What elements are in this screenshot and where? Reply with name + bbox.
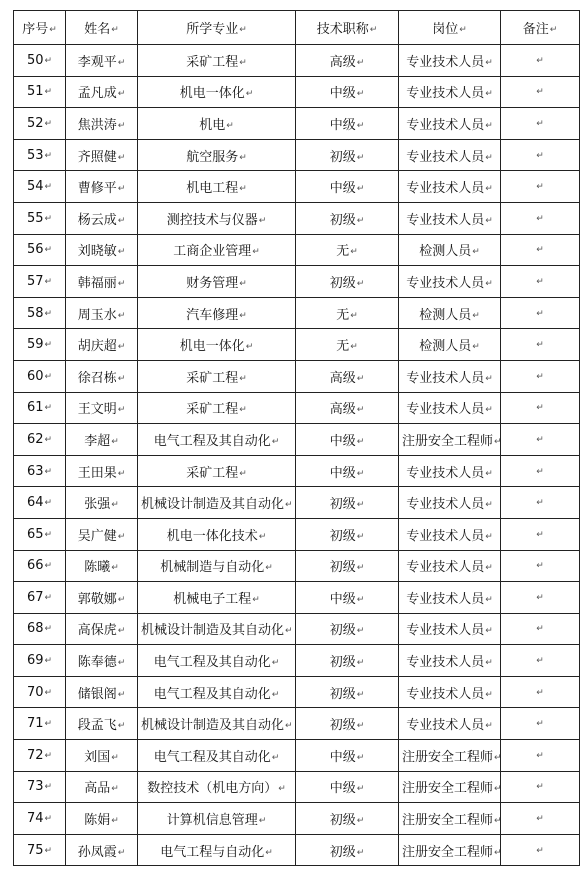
cell-name: 高品↵ — [66, 771, 138, 803]
cell-remark: ↵ — [501, 455, 580, 487]
cell-title: 中级↵ — [296, 424, 399, 456]
table-row — [14, 455, 580, 487]
table-row — [14, 171, 580, 203]
cell-remark: ↵ — [501, 550, 580, 582]
cell-position: 检测人员↵ — [399, 297, 501, 329]
cell-index: 67↵ — [14, 582, 66, 614]
cell-index: 74↵ — [14, 803, 66, 835]
cell-index: 60↵ — [14, 360, 66, 392]
cell-name: 胡庆超↵ — [66, 329, 138, 361]
cell-position: 专业技术人员↵ — [399, 266, 501, 298]
header-name: 姓名↵ — [66, 11, 138, 45]
table-row — [14, 803, 580, 835]
cell-name: 周玉水↵ — [66, 297, 138, 329]
table-row — [14, 234, 580, 266]
header-row — [14, 11, 580, 45]
table-row — [14, 645, 580, 677]
cell-name: 储银阁↵ — [66, 676, 138, 708]
cell-position: 专业技术人员↵ — [399, 613, 501, 645]
cell-name: 王田果↵ — [66, 455, 138, 487]
cell-title: 初级↵ — [296, 139, 399, 171]
cell-name: 陈曦↵ — [66, 550, 138, 582]
header-position: 岗位↵ — [399, 11, 501, 45]
cell-title: 初级↵ — [296, 202, 399, 234]
table-row — [14, 392, 580, 424]
cell-major: 数控技术（机电方向）↵ — [138, 771, 296, 803]
cell-name: 杨云成↵ — [66, 202, 138, 234]
cell-title: 无↵ — [296, 297, 399, 329]
table-row — [14, 550, 580, 582]
cell-major: 财务管理↵ — [138, 266, 296, 298]
cell-major: 机械设计制造及其自动化↵ — [138, 708, 296, 740]
cell-index: 62↵ — [14, 424, 66, 456]
cell-name: 高保虎↵ — [66, 613, 138, 645]
cell-position: 检测人员↵ — [399, 234, 501, 266]
cell-major: 机电一体化技术↵ — [138, 518, 296, 550]
table-row — [14, 424, 580, 456]
cell-remark: ↵ — [501, 708, 580, 740]
cell-major: 电气工程及其自动化↵ — [138, 645, 296, 677]
cell-title: 无↵ — [296, 329, 399, 361]
cell-position: 专业技术人员↵ — [399, 360, 501, 392]
cell-title: 初级↵ — [296, 487, 399, 519]
cell-title: 初级↵ — [296, 708, 399, 740]
cell-major: 电气工程及其自动化↵ — [138, 740, 296, 772]
cell-major: 汽车修理↵ — [138, 297, 296, 329]
cell-index: 72↵ — [14, 740, 66, 772]
cell-title: 初级↵ — [296, 266, 399, 298]
table-row — [14, 360, 580, 392]
table-row — [14, 582, 580, 614]
cell-title: 初级↵ — [296, 803, 399, 835]
cell-index: 64↵ — [14, 487, 66, 519]
cell-position: 注册安全工程师↵ — [399, 771, 501, 803]
table-row — [14, 329, 580, 361]
cell-index: 61↵ — [14, 392, 66, 424]
cell-title: 初级↵ — [296, 613, 399, 645]
cell-index: 75↵ — [14, 834, 66, 866]
cell-title: 中级↵ — [296, 740, 399, 772]
cell-remark: ↵ — [501, 202, 580, 234]
cell-position: 注册安全工程师↵ — [399, 424, 501, 456]
cell-index: 52↵ — [14, 108, 66, 140]
table-row — [14, 740, 580, 772]
cell-remark: ↵ — [501, 740, 580, 772]
cell-position: 专业技术人员↵ — [399, 645, 501, 677]
cell-major: 工商企业管理↵ — [138, 234, 296, 266]
cell-name: 张强↵ — [66, 487, 138, 519]
cell-position: 检测人员↵ — [399, 329, 501, 361]
cell-major: 电气工程与自动化↵ — [138, 834, 296, 866]
cell-position: 专业技术人员↵ — [399, 550, 501, 582]
table-row — [14, 108, 580, 140]
cell-remark: ↵ — [501, 360, 580, 392]
cell-remark: ↵ — [501, 582, 580, 614]
cell-name: 李超↵ — [66, 424, 138, 456]
cell-major: 采矿工程↵ — [138, 392, 296, 424]
cell-name: 刘晓敏↵ — [66, 234, 138, 266]
cell-remark: ↵ — [501, 645, 580, 677]
cell-major: 采矿工程↵ — [138, 455, 296, 487]
header-index: 序号↵ — [14, 11, 66, 45]
table-row — [14, 487, 580, 519]
cell-major: 航空服务↵ — [138, 139, 296, 171]
cell-major: 机械设计制造及其自动化↵ — [138, 613, 296, 645]
cell-name: 徐召栋↵ — [66, 360, 138, 392]
cell-name: 吴广健↵ — [66, 518, 138, 550]
cell-remark: ↵ — [501, 676, 580, 708]
cell-position: 专业技术人员↵ — [399, 108, 501, 140]
cell-title: 高级↵ — [296, 45, 399, 77]
cell-remark: ↵ — [501, 139, 580, 171]
cell-major: 机电一体化↵ — [138, 329, 296, 361]
table-header — [14, 11, 580, 45]
cell-index: 63↵ — [14, 455, 66, 487]
cell-major: 机械制造与自动化↵ — [138, 550, 296, 582]
cell-remark: ↵ — [501, 424, 580, 456]
table-row — [14, 202, 580, 234]
cell-name: 孙凤霞↵ — [66, 834, 138, 866]
cell-remark: ↵ — [501, 834, 580, 866]
cell-position: 专业技术人员↵ — [399, 708, 501, 740]
cell-index: 69↵ — [14, 645, 66, 677]
table-row — [14, 613, 580, 645]
cell-major: 采矿工程↵ — [138, 360, 296, 392]
cell-position: 注册安全工程师↵ — [399, 740, 501, 772]
cell-remark: ↵ — [501, 392, 580, 424]
cell-index: 70↵ — [14, 676, 66, 708]
cell-name: 郭敬娜↵ — [66, 582, 138, 614]
cell-position: 专业技术人员↵ — [399, 45, 501, 77]
cell-remark: ↵ — [501, 45, 580, 77]
cell-name: 韩福丽↵ — [66, 266, 138, 298]
cell-index: 58↵ — [14, 297, 66, 329]
cell-remark: ↵ — [501, 487, 580, 519]
cell-remark: ↵ — [501, 329, 580, 361]
cell-major: 计算机信息管理↵ — [138, 803, 296, 835]
cell-title: 高级↵ — [296, 392, 399, 424]
cell-name: 刘国↵ — [66, 740, 138, 772]
cell-major: 机械电子工程↵ — [138, 582, 296, 614]
cell-name: 曹修平↵ — [66, 171, 138, 203]
cell-title: 无↵ — [296, 234, 399, 266]
cell-position: 专业技术人员↵ — [399, 582, 501, 614]
cell-name: 齐照健↵ — [66, 139, 138, 171]
cell-remark: ↵ — [501, 171, 580, 203]
cell-title: 初级↵ — [296, 518, 399, 550]
header-major: 所学专业↵ — [138, 11, 296, 45]
cell-position: 专业技术人员↵ — [399, 487, 501, 519]
cell-remark: ↵ — [501, 297, 580, 329]
cell-position: 专业技术人员↵ — [399, 392, 501, 424]
cell-index: 65↵ — [14, 518, 66, 550]
table-row — [14, 676, 580, 708]
cell-remark: ↵ — [501, 803, 580, 835]
cell-position: 专业技术人员↵ — [399, 139, 501, 171]
table-body — [14, 45, 580, 866]
table-row — [14, 297, 580, 329]
table-row — [14, 266, 580, 298]
table-row — [14, 518, 580, 550]
cell-remark: ↵ — [501, 108, 580, 140]
cell-index: 54↵ — [14, 171, 66, 203]
cell-title: 初级↵ — [296, 550, 399, 582]
table-row — [14, 771, 580, 803]
cell-index: 55↵ — [14, 202, 66, 234]
cell-major: 机电一体化↵ — [138, 76, 296, 108]
cell-index: 66↵ — [14, 550, 66, 582]
cell-name: 王文明↵ — [66, 392, 138, 424]
cell-position: 注册安全工程师↵ — [399, 834, 501, 866]
document-page — [13, 10, 580, 866]
cell-index: 50↵ — [14, 45, 66, 77]
table-row — [14, 834, 580, 866]
cell-name: 陈奉德↵ — [66, 645, 138, 677]
cell-index: 57↵ — [14, 266, 66, 298]
staff-table — [13, 10, 580, 866]
cell-index: 56↵ — [14, 234, 66, 266]
cell-index: 73↵ — [14, 771, 66, 803]
cell-title: 中级↵ — [296, 108, 399, 140]
cell-remark: ↵ — [501, 771, 580, 803]
table-row — [14, 76, 580, 108]
table-row — [14, 708, 580, 740]
cell-title: 中级↵ — [296, 171, 399, 203]
cell-major: 机电工程↵ — [138, 171, 296, 203]
table-row — [14, 45, 580, 77]
cell-index: 59↵ — [14, 329, 66, 361]
cell-position: 专业技术人员↵ — [399, 518, 501, 550]
cell-title: 初级↵ — [296, 645, 399, 677]
cell-title: 中级↵ — [296, 582, 399, 614]
cell-position: 专业技术人员↵ — [399, 76, 501, 108]
cell-title: 中级↵ — [296, 771, 399, 803]
cell-title: 中级↵ — [296, 76, 399, 108]
cell-major: 机械设计制造及其自动化↵ — [138, 487, 296, 519]
cell-position: 专业技术人员↵ — [399, 455, 501, 487]
cell-position: 专业技术人员↵ — [399, 202, 501, 234]
cell-major: 采矿工程↵ — [138, 45, 296, 77]
cell-position: 注册安全工程师↵ — [399, 803, 501, 835]
cell-title: 高级↵ — [296, 360, 399, 392]
cell-name: 焦洪涛↵ — [66, 108, 138, 140]
cell-remark: ↵ — [501, 613, 580, 645]
cell-name: 陈娟↵ — [66, 803, 138, 835]
cell-name: 李观平↵ — [66, 45, 138, 77]
cell-index: 53↵ — [14, 139, 66, 171]
cell-major: 电气工程及其自动化↵ — [138, 424, 296, 456]
cell-remark: ↵ — [501, 234, 580, 266]
cell-index: 71↵ — [14, 708, 66, 740]
cell-position: 专业技术人员↵ — [399, 676, 501, 708]
cell-major: 电气工程及其自动化↵ — [138, 676, 296, 708]
cell-title: 初级↵ — [296, 676, 399, 708]
cell-name: 段孟飞↵ — [66, 708, 138, 740]
cell-position: 专业技术人员↵ — [399, 171, 501, 203]
header-title: 技术职称↵ — [296, 11, 399, 45]
cell-remark: ↵ — [501, 266, 580, 298]
header-remark: 备注↵ — [501, 11, 580, 45]
cell-title: 初级↵ — [296, 834, 399, 866]
cell-title: 中级↵ — [296, 455, 399, 487]
cell-index: 68↵ — [14, 613, 66, 645]
cell-major: 测控技术与仪器↵ — [138, 202, 296, 234]
cell-remark: ↵ — [501, 76, 580, 108]
cell-major: 机电↵ — [138, 108, 296, 140]
cell-name: 孟凡成↵ — [66, 76, 138, 108]
cell-remark: ↵ — [501, 518, 580, 550]
cell-index: 51↵ — [14, 76, 66, 108]
table-row — [14, 139, 580, 171]
